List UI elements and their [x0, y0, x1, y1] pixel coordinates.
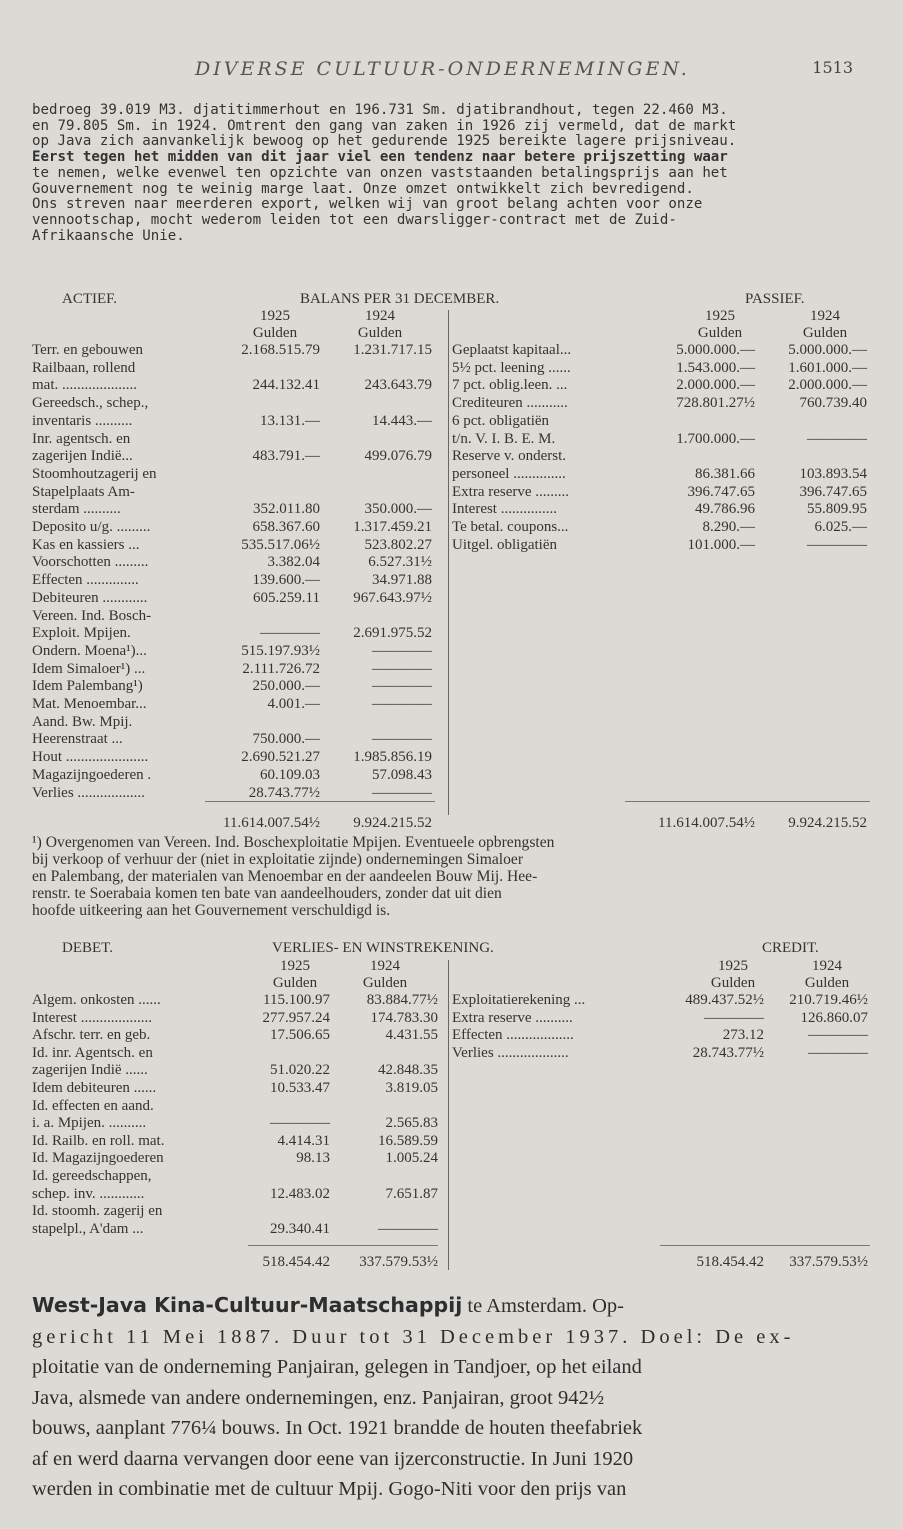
actief-row-label: Idem Simaloer¹) ... [32, 660, 146, 677]
intro-line: Afrikaansche Unie. [32, 227, 185, 244]
actief-row-1925: 352.011.80 [253, 501, 320, 518]
passief-row-1924: 2.000.000.— [788, 377, 867, 394]
currency-1925: Gulden [697, 325, 743, 341]
currency-1925: Gulden [252, 325, 298, 341]
total-rule [660, 1245, 870, 1246]
passief-row-label: 6 pct. obligatiën [452, 412, 550, 429]
debet-row-label: Idem debiteuren ...... [32, 1080, 157, 1096]
passief-row-label: Crediteuren ........... [452, 395, 568, 412]
year-1924: 1924 [810, 308, 840, 324]
debet-row-1925: 115.100.97 [263, 992, 330, 1008]
actief-row-1924: 2.691.975.52 [353, 625, 432, 642]
total-rule [248, 1245, 438, 1246]
actief-row-label: zagerijen Indië... [32, 448, 133, 465]
debet-row-1924: 174.783.30 [370, 1009, 438, 1026]
debet-row-1925: 10.533.47 [270, 1080, 330, 1096]
debet-row-1924: 1.005.24 [385, 1150, 438, 1167]
actief-row-1924: 523.802.27 [364, 536, 432, 553]
debet-row-label: stapelpl., A'dam ... [32, 1220, 144, 1237]
actief-row-1925: 2.168.515.79 [241, 342, 320, 358]
passief-row-1924: 103.893.54 [799, 465, 867, 482]
passief-total-1925: 11.614.007.54½ [658, 815, 755, 831]
footnote-line: en Palembang, der materialen van Menoembar en der aandeelen Bouw Mij. Hee- [32, 868, 538, 885]
debet-row-1924: 7.651.87 [385, 1185, 438, 1202]
passief-row-label: Te betal. coupons... [452, 519, 569, 535]
passief-row-label: Uitgel. obligatiën [452, 536, 557, 553]
actief-row-1924: 1.317.459.21 [353, 519, 432, 535]
actief-total-1925: 11.614.007.54½ [223, 815, 320, 831]
credit-row-label: Exploitatierekening ... [452, 992, 586, 1008]
footnote-line: hoofde uitkeering aan het Gouvernement verschuldigd is. [32, 902, 391, 919]
intro-line: Eerst tegen het midden van dit jaar viel een tendenz naar betere prijszetting waar [32, 149, 728, 166]
actief-row-label: inventaris .......... [32, 412, 133, 429]
passief-row-label: 7 pct. oblig.leen. ... [452, 377, 568, 394]
actief-row-label: Gereedsch., schep., [32, 395, 149, 412]
debet-row-1925: 51.020.22 [270, 1062, 330, 1079]
actief-row-label: Mat. Menoembar... [32, 696, 147, 712]
debet-row-1924: 42.848.35 [378, 1062, 438, 1079]
debet-row-1925: 29.340.41 [270, 1220, 330, 1237]
actief-row-label: Voorschotten ......... [32, 554, 149, 571]
year-1925: 1925 [260, 308, 290, 324]
passief-row-1924: 396.747.65 [799, 483, 867, 500]
actief-row-1924: ———— [372, 784, 432, 801]
actief-row-1925: 250.000.— [252, 678, 320, 695]
credit-total-1925: 518.454.42 [696, 1254, 764, 1270]
debet-row-1924: 2.565.83 [385, 1115, 438, 1132]
passief-row-1924: 6.025.— [814, 519, 867, 535]
year-1924: 1924 [370, 958, 400, 974]
actief-row-1924: ———— [372, 642, 432, 659]
debet-row-label: Algem. onkosten ...... [32, 992, 161, 1008]
actief-row-label: Hout ...................... [32, 749, 149, 766]
credit-row-label: Effecten .................. [452, 1027, 574, 1044]
article-line: af en werd daarna vervangen door eene van ijzerconstructie. In Juni 1920 [32, 1447, 634, 1470]
credit-row-label: Extra reserve .......... [452, 1009, 573, 1026]
debet-row-1925: 17.506.65 [270, 1027, 330, 1044]
intro-line: vennootschap, mocht wederom leiden tot een dwarsligger-contract met de Zuid- [32, 211, 677, 228]
credit-row-1925: 273.12 [722, 1027, 764, 1044]
actief-row-label: Kas en kassiers ... [32, 536, 140, 553]
intro-line: te nemen, welke evenwel ten opzichte van onzen vaststaanden betalingsprijs aan het [32, 164, 728, 181]
passief-row-label: t/n. V. I. B. E. M. [452, 430, 556, 447]
credit-row-1925: 28.743.77½ [692, 1044, 764, 1061]
passief-row-label: Geplaatst kapitaal... [452, 342, 572, 358]
article-line: ploitatie van de onderneming Panjairan, gelegen in Tandjoer, op het eiland [32, 1356, 642, 1378]
debet-row-label: Id. inr. Agentsch. en [32, 1044, 153, 1061]
actief-row-1925: 658.367.60 [252, 519, 320, 535]
year-1925: 1925 [280, 958, 310, 974]
debet-row-1924: 4.431.55 [385, 1027, 438, 1044]
actief-row-1925: 4.001.— [267, 696, 320, 712]
passief-row-1924: 1.601.000.— [788, 359, 867, 376]
actief-row-1925: 515.197.93½ [241, 642, 320, 659]
debet-row-1924: 16.589.59 [378, 1132, 438, 1149]
credit-row-1924: 210.719.46½ [789, 992, 868, 1008]
debet-row-1924: ———— [378, 1220, 438, 1237]
actief-row-1924: 499.076.79 [364, 448, 432, 465]
passief-row-1925: 8.290.— [702, 519, 755, 535]
passief-row-1925: 2.000.000.— [676, 377, 755, 394]
credit-row-1925: ———— [704, 1009, 764, 1026]
currency-1925: Gulden [272, 975, 318, 991]
article-line: bouws, aanplant 776¼ bouws. In Oct. 1921 brandde de houten theefabriek [32, 1417, 643, 1439]
actief-row-1925: 3.382.04 [267, 554, 320, 571]
actief-row-1925: 28.743.77½ [248, 784, 320, 801]
footnote-line: renstr. te Soerabaia komen ten bate van aandeelhouders, zonder dat uit dien [32, 885, 502, 902]
actief-row-1924: 34.971.88 [372, 572, 432, 589]
passief-row-1924: 5.000.000.— [788, 342, 867, 358]
passief-total-1924: 9.924.215.52 [788, 815, 867, 831]
running-title: DIVERSE CULTUUR-ONDERNEMINGEN. [195, 58, 690, 80]
page-number: 1513 [812, 58, 853, 77]
actief-row-1925: 139.600.— [252, 572, 320, 589]
passief-row-1924: 760.739.40 [799, 395, 867, 412]
debet-row-label: Afschr. terr. en geb. [32, 1027, 151, 1044]
passief-row-1925: 396.747.65 [687, 483, 755, 500]
actief-row-1925: ———— [260, 625, 320, 642]
actief-row-1924: ———— [372, 660, 432, 677]
debet-row-1924: 3.819.05 [385, 1080, 438, 1096]
debet-row-label: schep. inv. ............ [32, 1185, 145, 1202]
actief-row-label: Verlies .................. [32, 784, 145, 801]
passief-row-label: personeel .............. [452, 465, 566, 482]
currency-1924: Gulden [804, 975, 850, 991]
debet-row-1925: 4.414.31 [277, 1132, 330, 1149]
company-article [32, 1290, 877, 1505]
debet-row-1925: ———— [270, 1115, 330, 1132]
actief-row-1924: 243.643.79 [364, 377, 432, 394]
debet-row-label: Id. Magazijngoederen [32, 1150, 164, 1167]
actief-row-label: Magazijngoederen . [32, 766, 152, 783]
debet-row-label: Interest ................... [32, 1009, 152, 1026]
passief-row-1925: 101.000.— [687, 536, 755, 553]
debet-total-1925: 518.454.42 [262, 1254, 330, 1270]
article-line: Java, alsmede van andere ondernemingen, enz. Panjairan, groot 942½ [32, 1386, 605, 1409]
year-1925: 1925 [705, 308, 735, 324]
debet-row-label: Id. effecten en aand. [32, 1097, 154, 1114]
debet-row-label: Id. gereedschappen, [32, 1168, 152, 1184]
actief-row-label: Vereen. Ind. Bosch- [32, 607, 152, 624]
debet-row-1925: 98.13 [296, 1150, 330, 1167]
article-line: West-Java Kina-Cultuur-Maatschappij te Amsterdam. Op- [32, 1293, 624, 1317]
actief-row-1925: 605.259.11 [253, 589, 320, 606]
passief-row-1924: ———— [807, 536, 867, 553]
passief-row-1925: 5.000.000.— [676, 342, 755, 358]
credit-total-1924: 337.579.53½ [789, 1254, 868, 1270]
actief-row-1925: 13.131.— [260, 412, 320, 429]
company-name: West-Java Kina-Cultuur-Maatschappij [32, 1293, 463, 1317]
intro-line: Ons streven naar meerderen export, welken wij van groot belang achten voor onze [32, 196, 703, 213]
actief-row-1924: ———— [372, 678, 432, 695]
actief-row-1924: 1.231.717.15 [353, 342, 432, 358]
debet-row-label: Id. Railb. en roll. mat. [32, 1132, 165, 1149]
actief-row-1924: 6.527.31½ [368, 554, 432, 571]
credit-heading: CREDIT. [762, 940, 819, 956]
actief-row-label: sterdam .......... [32, 501, 121, 518]
actief-row-label: Effecten .............. [32, 572, 139, 589]
actief-row-label: Idem Palembang¹) [32, 678, 143, 695]
passief-row-1924: ———— [807, 430, 867, 447]
actief-row-label: Terr. en gebouwen [32, 342, 143, 358]
actief-row-1925: 2.111.726.72 [242, 660, 320, 677]
actief-row-1924: ———— [372, 731, 432, 748]
passief-row-label: Reserve v. onderst. [452, 448, 566, 465]
passief-row-1925: 86.381.66 [695, 465, 755, 482]
actief-total-1924: 9.924.215.52 [353, 815, 432, 831]
actief-row-label: Inr. agentsch. en [32, 430, 131, 447]
passief-row-1925: 1.700.000.— [676, 430, 755, 447]
currency-1924: Gulden [357, 325, 403, 341]
intro-line: op Java zich aanvankelijk bewoog op het gedurende 1925 bereikte lagere prijsniveau. [32, 133, 737, 150]
actief-row-1924: 350.000.— [364, 501, 432, 518]
actief-row-label: Aand. Bw. Mpij. [32, 713, 133, 730]
balans-heading: BALANS PER 31 DECEMBER. [300, 291, 500, 307]
passief-heading: PASSIEF. [745, 291, 805, 307]
credit-row-1925: 489.437.52½ [685, 992, 764, 1008]
intro-line: en 79.805 Sm. in 1924. Omtrent den gang van zaken in 1926 zij vermeld, dat de markt [32, 117, 737, 134]
credit-row-1924: ———— [808, 1044, 868, 1061]
actief-row-1924: 967.643.97½ [353, 589, 432, 606]
debet-total-1924: 337.579.53½ [359, 1254, 438, 1270]
actief-row-1925: 244.132.41 [252, 377, 320, 394]
passief-row-label: Extra reserve ......... [452, 483, 570, 500]
wv-heading: VERLIES- EN WINSTREKENING. [272, 940, 494, 956]
footnote-line: bij verkoop of verhuur der (niet in exploitatie zijnde) ondernemingen Simaloer [32, 851, 524, 868]
debet-row-label: Id. stoomh. zagerij en [32, 1203, 163, 1220]
intro-line: bedroeg 39.019 M3. djatitimmerhout en 196.731 Sm. djatibrandhout, tegen 22.460 M3. [32, 102, 728, 118]
actief-row-label: mat. .................... [32, 377, 137, 394]
actief-row-1924: 14.443.— [372, 412, 432, 429]
year-1924: 1924 [365, 308, 395, 324]
currency-1924: Gulden [362, 975, 408, 991]
passief-row-1925: 49.786.96 [695, 501, 755, 518]
actief-row-label: Heerenstraat ... [32, 731, 123, 748]
debet-row-label: i. a. Mpijen. .......... [32, 1115, 147, 1132]
actief-row-1925: 535.517.06½ [241, 536, 320, 553]
year-1925: 1925 [718, 958, 748, 974]
actief-row-label: Ondern. Moena¹)... [32, 642, 147, 659]
actief-row-label: Railbaan, rollend [32, 359, 136, 376]
actief-row-1925: 750.000.— [252, 731, 320, 748]
column-divider [448, 960, 449, 1270]
footnote-line: ¹) Overgenomen van Vereen. Ind. Boschexploitatie Mpijen. Eventueele opbrengsten [32, 834, 555, 851]
debet-row-1925: 12.483.02 [270, 1185, 330, 1202]
actief-row-1925: 60.109.03 [260, 766, 320, 783]
actief-row-1925: 483.791.— [252, 448, 320, 465]
credit-row-1924: 126.860.07 [800, 1009, 868, 1026]
article-line: gericht 11 Mei 1887. Duur tot 31 December 1937. Doel: De ex- [32, 1325, 795, 1348]
actief-row-label: Debiteuren ............ [32, 589, 148, 606]
currency-1924: Gulden [802, 325, 848, 341]
debet-row-1924: 83.884.77½ [366, 992, 438, 1008]
passief-row-label: Interest ............... [452, 501, 557, 518]
credit-row-1924: ———— [808, 1027, 868, 1044]
passief-row-1924: 55.809.95 [807, 501, 867, 518]
actief-heading: ACTIEF. [62, 291, 118, 307]
debet-row-label: zagerijen Indië ...... [32, 1062, 148, 1079]
actief-row-1925: 2.690.521.27 [241, 749, 320, 766]
actief-row-1924: ———— [372, 696, 432, 712]
actief-row-label: Stapelplaats Am- [32, 483, 135, 500]
actief-row-label: Exploit. Mpijen. [32, 625, 131, 642]
debet-row-1925: 277.957.24 [262, 1009, 330, 1026]
actief-row-1924: 57.098.43 [372, 766, 432, 783]
year-1924: 1924 [812, 958, 842, 974]
article-line: werden in combinatie met de cultuur Mpij. Gogo-Niti voor den prijs van [32, 1478, 627, 1500]
passief-row-1925: 1.543.000.— [676, 359, 755, 376]
debet-heading: DEBET. [62, 940, 113, 956]
actief-row-label: Deposito u/g. ......... [32, 519, 151, 535]
credit-row-label: Verlies ................... [452, 1044, 569, 1061]
actief-row-1924: 1.985.856.19 [353, 749, 432, 766]
passief-row-label: 5½ pct. leening ...... [452, 359, 571, 376]
intro-line: Gouvernement nog te weinig marge laat. Onze omzet ontwikkelt zich bevredigend. [32, 180, 694, 197]
passief-row-1925: 728.801.27½ [676, 395, 755, 412]
currency-1925: Gulden [710, 975, 756, 991]
actief-row-label: Stoomhoutzagerij en [32, 465, 157, 482]
